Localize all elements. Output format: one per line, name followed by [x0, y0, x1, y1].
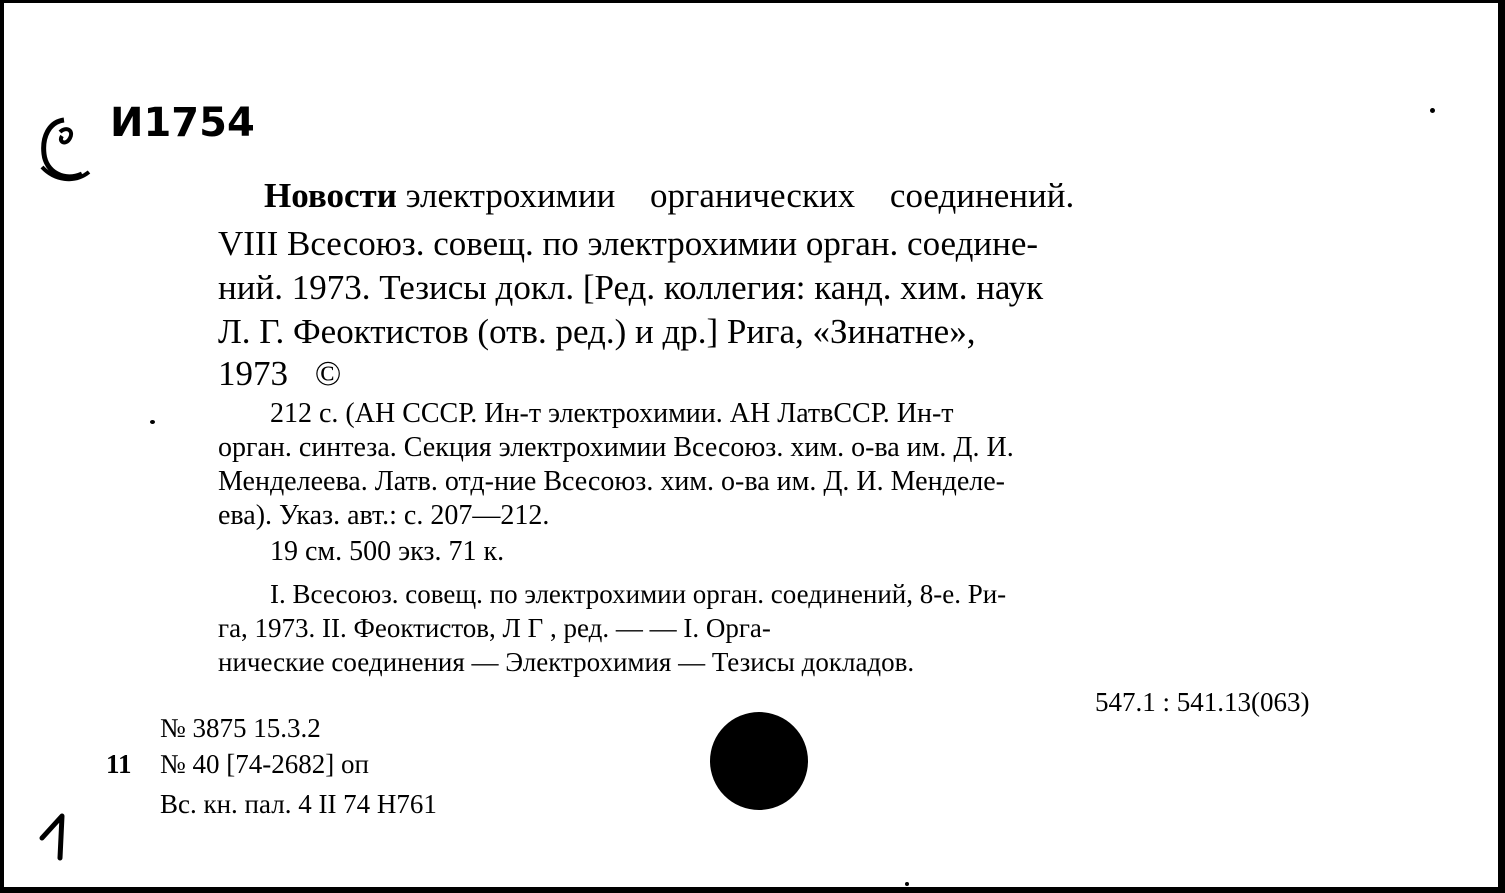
- size-line: 19 см. 500 экз. 71 к.: [270, 536, 505, 567]
- title-line-1: [264, 176, 1074, 216]
- footer-line-1: № 3875 15.3.2: [160, 713, 321, 743]
- library-stamp-icon: [34, 112, 104, 187]
- publication-year: 1973: [218, 354, 288, 393]
- punch-hole: [710, 712, 808, 810]
- subject-line-3: нические соединения — Электрохимия — Тезисы докладов.: [218, 647, 915, 677]
- handwritten-call-number: И1754: [110, 100, 255, 146]
- copyright-symbol: ©: [314, 354, 342, 393]
- desc-line-2: орган. синтеза. Секция электрохимии Всесоюз. хим. о-ва им. Д. И.: [218, 432, 1014, 463]
- speck: [1430, 108, 1435, 113]
- footer-line-3: Вс. кн. пал. 4 II 74 Н761: [160, 789, 437, 819]
- desc-line-4: ева). Указ. авт.: с. 207—212.: [218, 500, 550, 531]
- title-line-1-rest: электрохимии органических соединений.: [405, 176, 1075, 215]
- footer-number: 11: [106, 749, 132, 779]
- title-line-5: [218, 354, 341, 394]
- footer-line-2: № 40 [74-2682] оп: [160, 749, 369, 779]
- card-border-left: [0, 0, 4, 893]
- title-line-4: Л. Г. Феоктистов (отв. ред.) и др.] Рига, «Зинатне»,: [218, 312, 976, 351]
- subject-line-1: I. Всесоюз. совещ. по электрохимии орган. соединений, 8-е. Ри-: [270, 579, 1007, 609]
- card-border-top: [0, 0, 1505, 3]
- udc-code: 547.1 : 541.13(063): [1095, 687, 1310, 717]
- title-line-3: ний. 1973. Тезисы докл. [Ред. коллегия: канд. хим. наук: [218, 268, 1044, 307]
- handwritten-corner-mark-icon: [38, 812, 78, 862]
- subject-line-2: га, 1973. II. Феоктистов, Л Г , ред. — — I. Орга-: [218, 613, 771, 643]
- speck: [905, 882, 909, 886]
- desc-line-3: Менделеева. Латв. отд-ние Всесоюз. хим. о-ва им. Д. И. Менделе-: [218, 466, 1005, 497]
- title-line-2: VIII Всесоюз. совещ. по электрохимии орган. соедине-: [218, 224, 1039, 263]
- speck: [150, 420, 155, 424]
- card-border-bottom: [0, 887, 1505, 893]
- desc-line-1: 212 с. (АН СССР. Ин-т электрохимии. АН ЛатвССР. Ин-т: [270, 398, 954, 429]
- title-bold-word: Новости: [264, 176, 397, 215]
- card-border-right: [1498, 0, 1505, 893]
